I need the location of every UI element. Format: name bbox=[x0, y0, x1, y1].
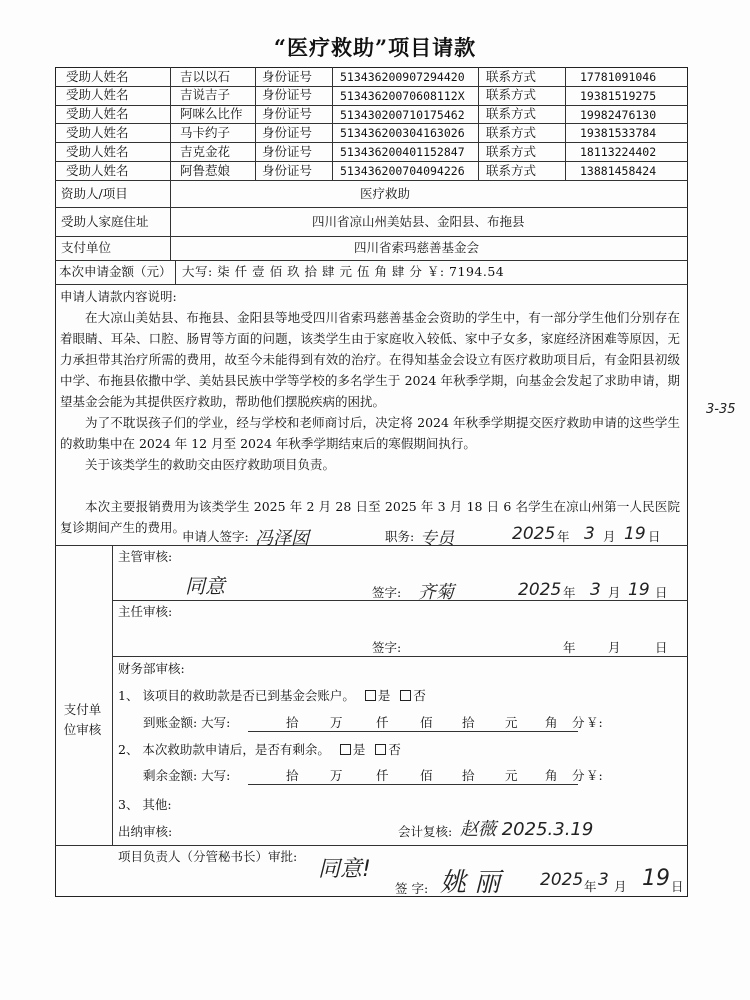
recipient-name-label: 受助人姓名 bbox=[66, 124, 129, 140]
applicant-date-year: 2025 bbox=[512, 524, 556, 544]
payer-label: 支付单位 bbox=[61, 240, 112, 255]
recipient-phone: 19982476130 bbox=[580, 107, 657, 122]
leader-signature: 姚 丽 bbox=[440, 868, 501, 898]
supervisor-month: 3 bbox=[590, 580, 601, 600]
supervisor-signature: 齐菊 bbox=[418, 582, 454, 603]
amount-unit: 佰 bbox=[420, 715, 433, 730]
recipient-name: 吉克金花 bbox=[180, 143, 231, 159]
leader-year: 2025 bbox=[540, 870, 584, 890]
q2-no-checkbox[interactable] bbox=[375, 744, 386, 755]
recipient-name: 阿鲁惹娘 bbox=[180, 162, 231, 178]
q1-no-checkbox[interactable] bbox=[400, 690, 411, 701]
cashier-label: 出纳审核: bbox=[118, 824, 173, 839]
month-char: 月 bbox=[603, 529, 616, 544]
amount-unit: 分 bbox=[572, 768, 585, 783]
q1-yes-checkbox[interactable] bbox=[365, 690, 376, 701]
remain-yen: ￥: bbox=[586, 768, 603, 783]
applicant-signature: 冯泽囡 bbox=[255, 528, 309, 549]
recipient-id: 513430200710175462 bbox=[340, 107, 465, 122]
recipient-phone-label: 联系方式 bbox=[486, 143, 537, 159]
recipient-name: 吉说吉子 bbox=[180, 87, 231, 103]
question-2-text: 2、 本次救助款申请后，是否有剩余。 bbox=[118, 742, 330, 757]
amount-unit: 角 bbox=[545, 715, 558, 730]
recipient-phone: 17781091046 bbox=[580, 70, 657, 84]
position-value: 专员 bbox=[420, 529, 454, 549]
applicant-sign-label: 申请人签字: bbox=[182, 529, 249, 544]
recipient-name-label: 受助人姓名 bbox=[66, 68, 129, 84]
recipient-id-label: 身份证号 bbox=[262, 87, 313, 103]
recipient-id-label: 身份证号 bbox=[262, 162, 313, 178]
q1-no-label: 否 bbox=[413, 688, 426, 703]
amount-value: 大写: 柒 仟 壹 佰 玖 拾 肆 元 伍 角 肆 分 ￥: 7194.54 bbox=[182, 264, 505, 279]
project-value: 医疗救助 bbox=[360, 186, 411, 201]
applicant-date-month: 3 bbox=[584, 524, 595, 544]
amount-unit: 元 bbox=[505, 768, 518, 783]
recipient-id: 51343620070608112X bbox=[340, 88, 465, 103]
remain-amount-label: 剩余金额: 大写: bbox=[143, 768, 231, 783]
supervisor-opinion: 同意 bbox=[185, 574, 225, 598]
margin-note: 3-35 bbox=[706, 402, 736, 417]
recipient-name: 马卡约子 bbox=[180, 124, 231, 140]
recipient-name-label: 受助人姓名 bbox=[66, 143, 129, 159]
recipient-id-label: 身份证号 bbox=[262, 106, 313, 122]
recipient-name-label: 受助人姓名 bbox=[66, 106, 129, 122]
recipient-id: 513436200401152847 bbox=[340, 145, 465, 160]
explanation-paragraph: 本次主要报销费用为该类学生 2025 年 2 月 28 日至 2025 年 3 月 18 日 6 名学生在凉山州第一人民医院复诊期间产生的费用。 bbox=[60, 499, 680, 535]
supervisor-day: 19 bbox=[628, 580, 650, 600]
recipient-phone: 19381519275 bbox=[580, 88, 657, 103]
recipient-name-label: 受助人姓名 bbox=[66, 162, 129, 178]
amount-unit: 仟 bbox=[376, 768, 389, 783]
recipient-name-label: 受助人姓名 bbox=[66, 87, 129, 103]
year-char: 年 bbox=[557, 529, 570, 544]
recipient-phone: 19381533784 bbox=[580, 126, 657, 141]
director-sign-label: 签字: bbox=[372, 640, 402, 655]
day-char: 日 bbox=[671, 879, 684, 894]
question-2 bbox=[118, 742, 401, 758]
question-1-text: 1、 该项目的救助款是否已到基金会账户。 bbox=[118, 688, 355, 703]
recipient-id-label: 身份证号 bbox=[262, 124, 313, 140]
month-char: 月 bbox=[608, 640, 621, 655]
question-3: 3、 其他: bbox=[118, 797, 172, 812]
address-value: 四川省凉山州美姑县、金阳县、布拖县 bbox=[312, 214, 525, 229]
director-label: 主任审核: bbox=[118, 604, 173, 619]
amount-unit: 万 bbox=[330, 715, 343, 730]
leader-label: 项目负责人（分管秘书长）审批: bbox=[118, 849, 298, 864]
position-label: 职务: bbox=[385, 529, 415, 544]
payer-value: 四川省索玛慈善基金会 bbox=[354, 240, 480, 255]
supervisor-year: 2025 bbox=[518, 580, 562, 600]
recipient-name: 吉以以石 bbox=[180, 68, 231, 84]
recipient-phone-label: 联系方式 bbox=[486, 87, 537, 103]
leader-day: 19 bbox=[642, 866, 670, 891]
amount-unit: 元 bbox=[505, 715, 518, 730]
recipient-phone-label: 联系方式 bbox=[486, 124, 537, 140]
leader-opinion: 同意! bbox=[318, 857, 371, 882]
project-label: 资助人/项目 bbox=[61, 186, 128, 201]
q2-yes-checkbox[interactable] bbox=[340, 744, 351, 755]
q2-no-label: 否 bbox=[388, 742, 401, 757]
recipient-id-label: 身份证号 bbox=[262, 143, 313, 159]
q1-yes-label: 是 bbox=[377, 688, 391, 703]
recipient-id: 513436200304163026 bbox=[340, 126, 465, 141]
recipient-phone: 18113224402 bbox=[580, 145, 657, 160]
leader-sign-label: 签 字: bbox=[395, 881, 429, 896]
month-char: 月 bbox=[608, 585, 621, 600]
amount-label: 本次申请金额（元） bbox=[59, 264, 172, 279]
amount-unit: 分 bbox=[572, 715, 585, 730]
explanation-heading: 申请人请款内容说明: bbox=[60, 289, 177, 304]
year-char: 年 bbox=[563, 585, 576, 600]
form-title: “医疗救助”项目请款 bbox=[273, 35, 477, 60]
recipient-phone: 13881458424 bbox=[580, 164, 657, 178]
year-char: 年 bbox=[563, 640, 576, 655]
recipient-id-label: 身份证号 bbox=[262, 68, 313, 84]
recipient-id: 513436200704094226 bbox=[340, 164, 465, 178]
day-char: 日 bbox=[655, 585, 668, 600]
leader-month: 3 bbox=[598, 870, 609, 890]
address-label: 受助人家庭住址 bbox=[61, 214, 149, 229]
explanation-paragraph: 为了不耽误孩子们的学业，经与学校和老师商讨后，决定将 2024 年秋季学期提交医疗救助申请的这些学生的救助集中在 2024 年 12 月至 2024 年秋季学期结束后的寒假期间执行。 bbox=[60, 415, 680, 451]
year-char: 年 bbox=[584, 879, 597, 894]
amount-unit: 佰 bbox=[420, 768, 433, 783]
amount-unit: 仟 bbox=[376, 715, 389, 730]
day-char: 日 bbox=[655, 640, 668, 655]
amount-unit: 拾 bbox=[462, 768, 475, 783]
recipient-phone-label: 联系方式 bbox=[486, 106, 537, 122]
amount-unit: 万 bbox=[330, 768, 343, 783]
supervisor-label: 主管审核: bbox=[118, 549, 173, 564]
recipient-id: 513436200907294420 bbox=[340, 70, 465, 84]
finance-label: 财务部审核: bbox=[118, 661, 185, 676]
recipient-phone-label: 联系方式 bbox=[486, 162, 537, 178]
recipient-name: 阿咪么比作 bbox=[180, 106, 243, 122]
explanation-paragraph: 关于该类学生的救助交由医疗救助项目负责。 bbox=[85, 457, 336, 472]
amount-unit: 拾 bbox=[286, 715, 299, 730]
explanation-paragraph: 在大凉山美姑县、布拖县、金阳县等地受四川省索玛慈善基金会资助的学生中，有一部分学生他们分别存在着眼睛、耳朵、口腔、肠胃等方面的问题，该类学生由于家庭收入较低、家中子女多，家庭经济困难等原因，无力承担带其治疗所需的费用，故至今未能得到有效的治疗。在得知基金会设立有医疗救助项目后，有金阳县初级中学、布拖县依撒中学、美姑县民族中学等学校的多名学生于 2024 年秋季学期，向基金会发起了求助申请，期望基金会能为其提供医疗救助，帮助他们摆脱疾病的困扰。 bbox=[60, 310, 680, 409]
q2-yes-label: 是 bbox=[352, 742, 366, 757]
explanation-paragraph bbox=[60, 475, 680, 496]
explanation-text bbox=[60, 307, 680, 538]
received-amount-label: 到账金额: 大写: bbox=[143, 715, 231, 730]
received-yen: ￥: bbox=[586, 715, 603, 730]
accounting-signature: 赵薇 2025.3.19 bbox=[460, 819, 594, 840]
month-char: 月 bbox=[614, 879, 627, 894]
amount-unit: 角 bbox=[545, 768, 558, 783]
review-side-label: 支付单位审核 bbox=[63, 702, 102, 737]
amount-unit: 拾 bbox=[462, 715, 475, 730]
accounting-label: 会计复核: bbox=[398, 824, 453, 839]
amount-unit: 拾 bbox=[286, 768, 299, 783]
recipient-phone-label: 联系方式 bbox=[486, 68, 537, 84]
applicant-date-day: 19 bbox=[624, 524, 646, 544]
supervisor-sign-label: 签字: bbox=[372, 585, 402, 600]
day-char: 日 bbox=[648, 529, 661, 544]
question-1 bbox=[118, 688, 426, 704]
